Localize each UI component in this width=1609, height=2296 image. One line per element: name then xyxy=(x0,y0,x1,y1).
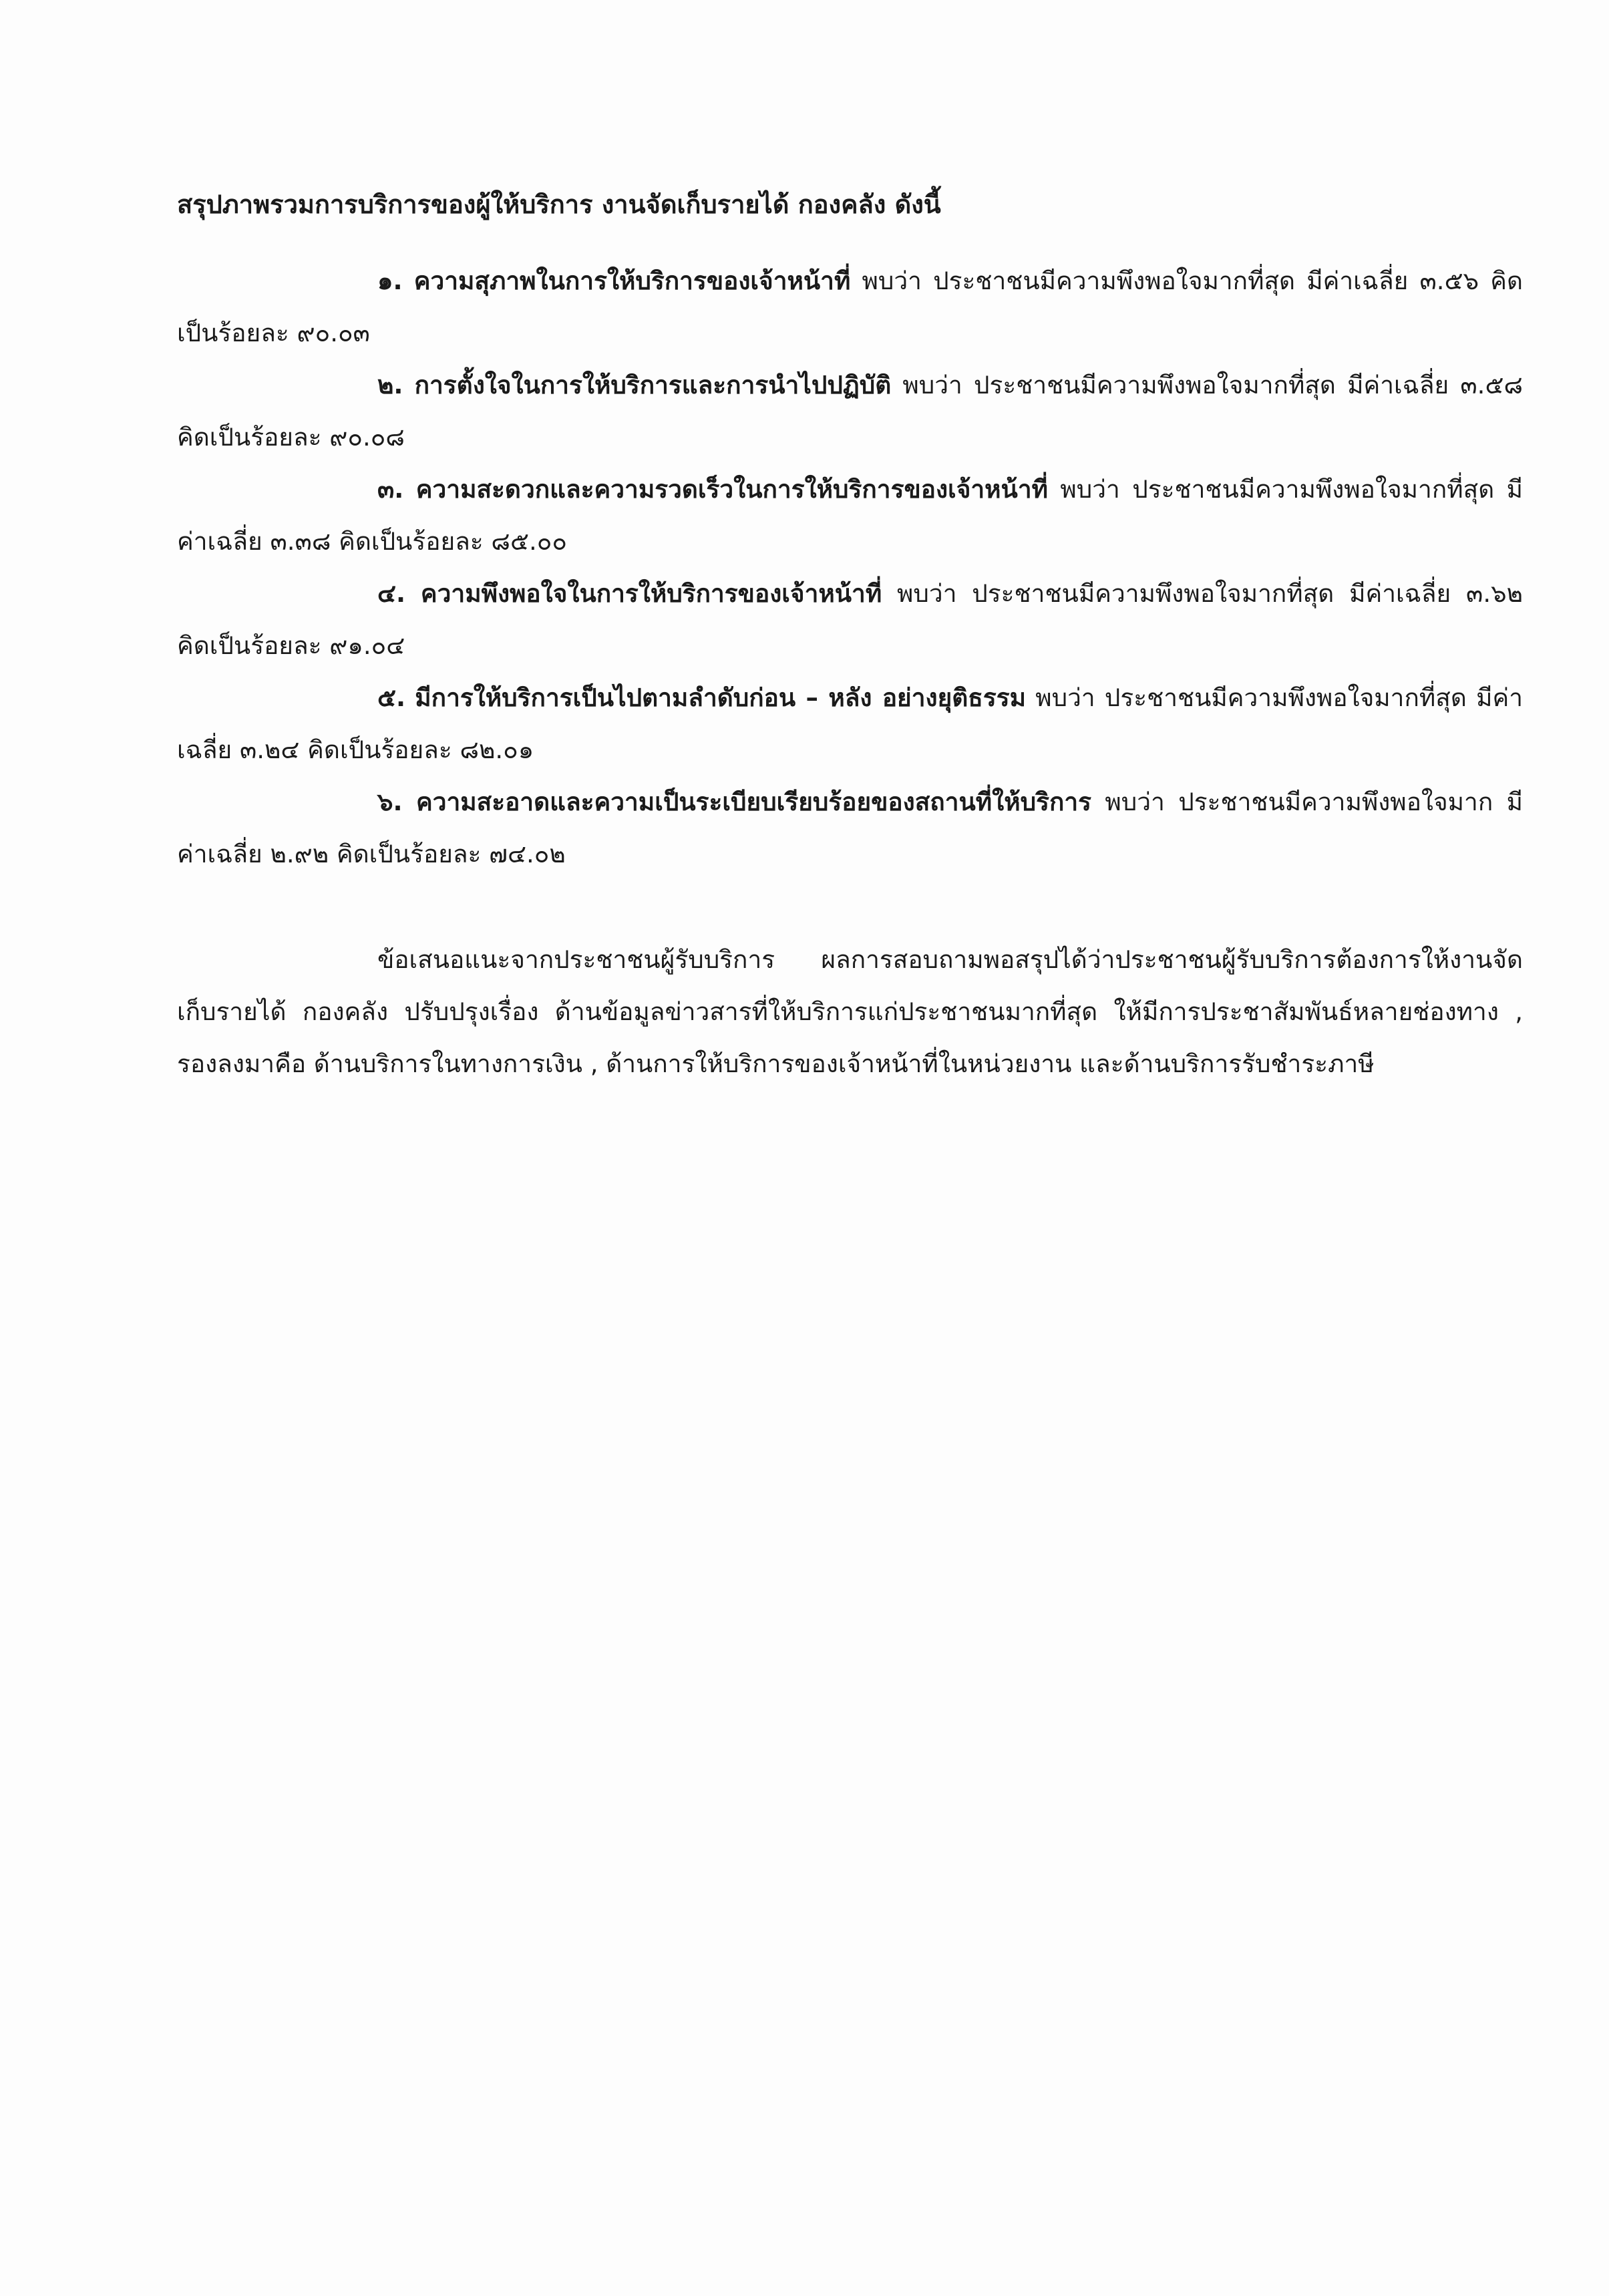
document-content xyxy=(177,180,1523,1115)
finding-title: มีการให้บริการเป็นไปตามลำดับก่อน – หลัง อย่างยุติธรรม xyxy=(415,683,1026,712)
finding-number: ๒. xyxy=(377,371,403,399)
finding-result: พบว่า ประชาชนมีความพึงพอใจมากที่สุด มีค่าเฉลี่ย ๓.๓๘ คิดเป็นร้อยละ ๘๕.๐๐ xyxy=(177,475,1524,556)
finding-title: การตั้งใจในการให้บริการและการนำไปปฏิบัติ xyxy=(414,371,892,399)
finding-title: ความสะอาดและความเป็นระเบียบเรียบร้อยของสถานที่ให้บริการ xyxy=(415,788,1092,816)
finding-item-2 xyxy=(177,359,1523,464)
finding-title: ความสะดวกและความรวดเร็วในการให้บริการของเจ้าหน้าที่ xyxy=(415,475,1048,504)
finding-result: พบว่า ประชาชนมีความพึงพอใจมากที่สุด มีค่าเฉลี่ย ๓.๒๔ คิดเป็นร้อยละ ๘๒.๐๑ xyxy=(177,683,1523,764)
finding-number: ๑. xyxy=(377,267,403,295)
summary-heading: สรุปภาพรวมการบริการของผู้ให้บริการ งานจัดเก็บรายได้ กองคลัง ดังนี้ xyxy=(177,190,941,219)
finding-item-1 xyxy=(177,255,1523,359)
finding-item-6 xyxy=(177,776,1523,880)
finding-title: ความพึงพอใจในการให้บริการของเจ้าหน้าที่ xyxy=(420,579,882,608)
finding-number: ๖. xyxy=(377,788,403,816)
finding-number: ๕. xyxy=(377,683,406,712)
finding-number: ๔. xyxy=(377,579,406,608)
finding-number: ๓. xyxy=(377,475,404,504)
finding-result: พบว่า ประชาชนมีความพึงพอใจมาก มีค่าเฉลี่ย ๒.๙๒ คิดเป็นร้อยละ ๗๔.๐๒ xyxy=(177,788,1523,868)
finding-result: พบว่า ประชาชนมีความพึงพอใจมากที่สุด มีค่าเฉลี่ย ๓.๕๖ คิดเป็นร้อยละ ๙๐.๐๓ xyxy=(177,267,1523,347)
finding-item-3 xyxy=(177,464,1523,568)
finding-result: พบว่า ประชาชนมีความพึงพอใจมากที่สุด มีค่าเฉลี่ย ๓.๕๘ คิดเป็นร้อยละ ๙๐.๐๘ xyxy=(177,371,1523,452)
finding-result: พบว่า ประชาชนมีความพึงพอใจมากที่สุด มีค่าเฉลี่ย ๓.๖๒ คิดเป็นร้อยละ ๙๑.๐๔ xyxy=(177,579,1523,660)
suggestion-paragraph: ข้อเสนอแนะจากประชาชนผู้รับบริการ ผลการสอบถามพอสรุปได้ว่าประชาชนผู้รับบริการต้องการให้งานจัดเก็บรายได้ กองคลัง ปรับปรุงเรื่อง ด้านข้อมูลข่าวสารที่ให้บริการแก่ประชาชนมากที่สุด ให้มีการประชาสัมพันธ์หลายช่องทาง , รองลงมาคือ ด้านบริการในทางการเงิน , ด้านการให้บริการของเจ้าหน้าที่ในหน่วยงาน และด้านบริการรับชำระภาษี xyxy=(177,945,1523,1078)
finding-item-4 xyxy=(177,568,1523,672)
finding-item-5 xyxy=(177,672,1523,776)
finding-title: ความสุภาพในการให้บริการของเจ้าหน้าที่ xyxy=(413,267,851,295)
